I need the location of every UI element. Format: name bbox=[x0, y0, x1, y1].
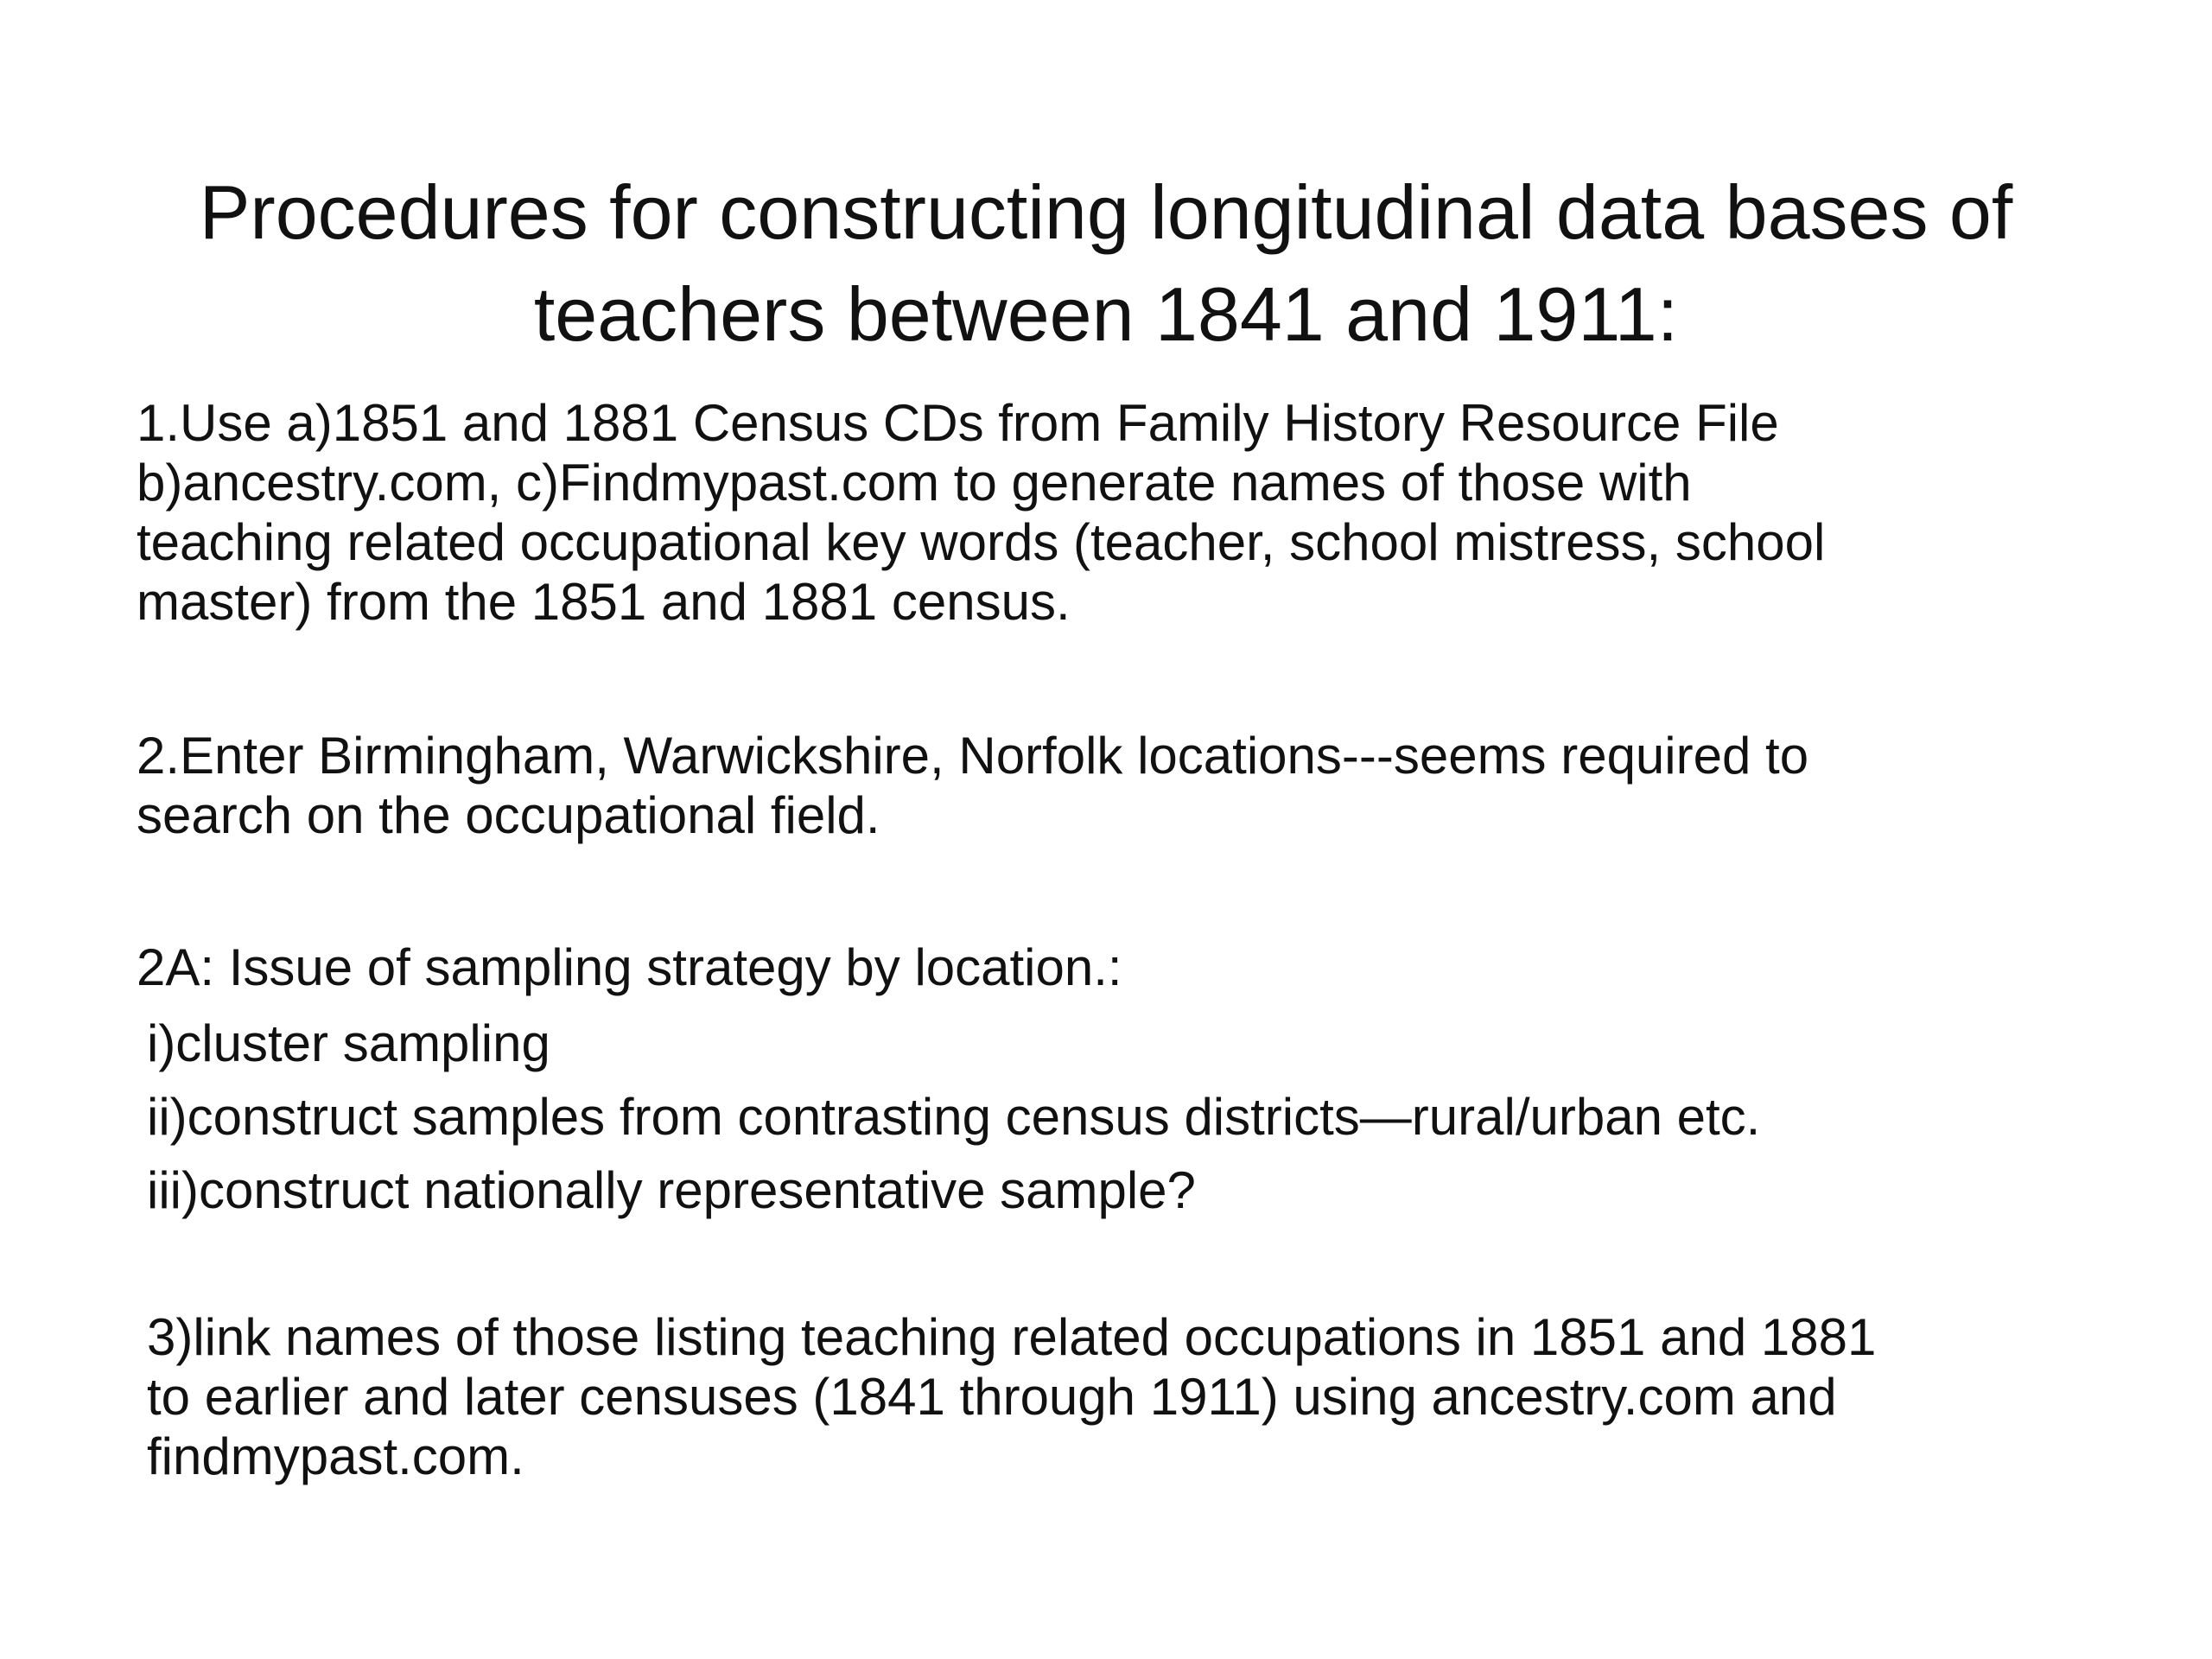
step-2a-heading: 2A: Issue of sampling strategy by location.: bbox=[137, 938, 1122, 996]
title-line: teachers between 1841 and 1911: bbox=[533, 270, 1679, 357]
slide-body bbox=[137, 393, 2098, 1485]
title-line: Procedures for constructing longitudinal data bases of bbox=[199, 168, 2013, 255]
step-3-paragraph bbox=[147, 1307, 1876, 1486]
sampling-option: ii)construct samples from contrasting census districts—rural/urban etc. bbox=[147, 1088, 1761, 1146]
step-1-line: 1.Use a)1851 and 1881 Census CDs from Family History Resource File bbox=[137, 394, 1779, 452]
sampling-option: i)cluster sampling bbox=[147, 1014, 550, 1072]
step-1-line: teaching related occupational key words (teacher, school mistress, school bbox=[137, 513, 1826, 571]
step-3-line: findmypast.com. bbox=[147, 1427, 524, 1485]
step-2-paragraph bbox=[137, 726, 1808, 845]
step-2-line: 2.Enter Birmingham, Warwickshire, Norfolk locations---seems required to bbox=[137, 727, 1809, 785]
step-3-line: 3)link names of those listing teaching related occupations in 1851 and 1881 bbox=[147, 1308, 1877, 1366]
step-3-line: to earlier and later censuses (1841 through 1911) using ancestry.com and bbox=[147, 1368, 1837, 1426]
sampling-option: iii)construct nationally representative sample? bbox=[147, 1161, 1196, 1219]
step-2-line: search on the occupational field. bbox=[137, 786, 880, 844]
step-1-line: master) from the 1851 and 1881 census. bbox=[137, 573, 1071, 631]
slide-title bbox=[112, 162, 2100, 365]
step-1-paragraph bbox=[137, 393, 2098, 632]
step-1-line: b)ancestry.com, c)Findmypast.com to generate names of those with bbox=[137, 454, 1692, 512]
